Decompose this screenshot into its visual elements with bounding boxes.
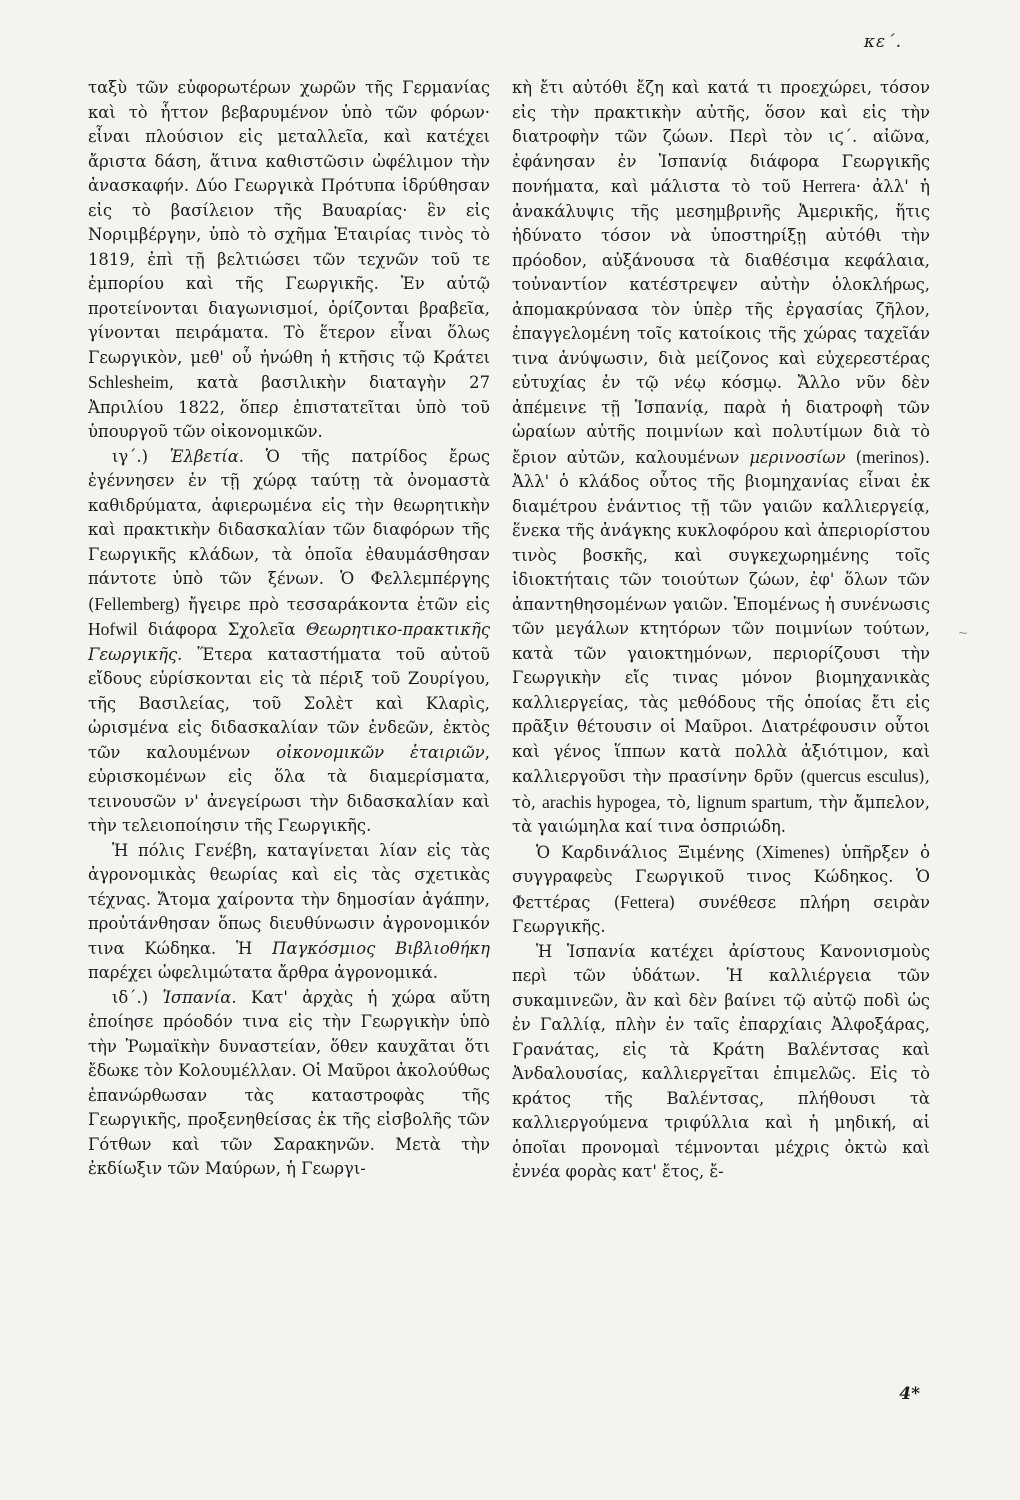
text: Κατ' ἀρχὰς ἡ χώρα αὕτη ἐποίησε πρόοδόν τινα εἰς τὴν Γεωργικὴν ὑπὸ τὴν Ῥωμαϊκὴν δυναστείαν, ὅθεν καυχᾶται ὅτι ἔδωκε τὸν Κολουμέλλαν. Οἱ Μαῦροι ἀκολούθως ἐπανώρθωσαν τὰς καταστροφὰς τῆς Γεωργικῆς, προξενηθείσας ἐκ τῆς εἰσβολῆς τῶν Γότθων καὶ τῶν Σαρακηνῶν. Μετὰ τὴν ἐκδίωξιν τῶν Μαύρων, ἡ Γεωργι-	[88, 987, 490, 1178]
text: Ἕτερα καταστήματα τοῦ αὐτοῦ εἴδους εὑρίσκονται εἰς τὰ πέριξ τοῦ Ζουρίγου, τῆς Βασιλείας, τοῦ Σολὲτ καὶ Κλαρὶς, ὡρισμένα εἰς διδασκαλίαν τῶν ἐνδεῶν, ἐκτὸς τῶν καλουμένων	[88, 644, 490, 762]
text: · ἀλλ' ἡ ἀνακάλυψις τῆς μεσημβρινῆς Ἀμερικῆς, ἥτις ἠδύνατο τόσον νὰ ὑποστηρίξῃ αὐτόθι τὴν πρόοδον, αὐξάνουσα τὰ διαθέσιμα κεφάλαια, τοὐναντίον κατέστρεψεν αὐτὴν ὁλοκλήρως, ἀπομακρύνασα τὸν ὑπὲρ τῆς ἐργασίας ζῆλον, ἐπαγγελομένη τοῖς κατοίκοις τῆς χώρας ταχεῖάν τινα ἀνύψωσιν, διὰ μείζονος καὶ εὐχερεστέρας εὐτυχίας ἐν τῷ νέῳ κόσμῳ. Ἄλλο νῦν δὲν ἀπέμεινε τῇ Ἱσπανίᾳ, παρὰ ἡ διατροφὴ τῶν ὡραίων αὐτῆς ποιμνίων καὶ πολυτίμων διὰ τὸ ἔριον αὐτῶν, καλουμένων	[512, 177, 930, 467]
left-column	[88, 76, 490, 1182]
section-number: ιγ΄.)	[112, 446, 170, 466]
text: Ἡ Ἱσπανία κατέχει ἀρίστους Κανονισμοὺς περὶ τῶν ὑδάτων. Ἡ καλλιέργεια τῶν συκαμινεῶν, ἂν καὶ δὲν βαίνει τῷ αὐτῷ ποδὶ ὡς ἐν Γαλλίᾳ, πλὴν ἐν ταῖς ἐπαρχίαις Ἀλφοξάρας, Γρανάτας, εἰς τὰ Κράτη Βαλέντσας καὶ Ἀνδαλουσίας, καλλιεργεῖται ἐπιμελῶς. Εἰς τὸ κράτος τῆς Βαλέντσας, πλήθουσι τὰ καλλιεργούμενα τριφύλλια καὶ ἡ μηδική, αἱ ὁποῖαι προνομαὶ τέμνονται μέχρις ὀκτὼ καὶ ἐννέα φορὰς κατ' ἔτος, ἔ-	[512, 941, 930, 1181]
smudge-mark: ~	[958, 626, 969, 640]
text: κὴ ἔτι αὐτόθι ἔζη καὶ κατά τι προεχώρει, τόσον εἰς τὴν πρακτικὴν αὐτῆς, ὅσον καὶ εἰς τὴν διατροφὴν τῶν ζώων. Περὶ τὸν ιϛ΄. αἰῶνα, ἐφάνησαν ἐν Ἱσπανίᾳ διάφορα Γεωργικῆς πονήματα, καὶ μάλιστα τὸ τοῦ	[512, 78, 930, 196]
text: Ὁ τῆς πατρίδος ἔρως ἐγέννησεν ἐν τῇ χώρᾳ ταύτῃ τὰ ὀνομαστὰ καθιδρύματα, ἀφιερωμένα εἰς τὴν θεωρητικὴν καὶ πρακτικὴν διδασκαλίαν τῶν διαφόρων τῆς Γεωργικῆς κλάδων, τὰ ὁποῖα ἐθαυμάσθησαν πάντοτε ὑπὸ τῶν ξένων. Ὁ Φελλεμπέργης (	[88, 446, 491, 614]
text: ), τὸ,	[512, 767, 930, 812]
text: ) συνέθεσε πλήρη σειρὰν Γεωργικῆς.	[512, 892, 931, 936]
text: ταξὺ τῶν εὐφορωτέρων χωρῶν τῆς Γερμανίας καὶ τὸ ἧττον βεβαρυμένον ὑπὸ τῶν φόρων· εἶναι πλούσιον εἰς μεταλλεῖα, καὶ κατέχει ἄριστα δάση, ἅτινα καθιστῶσιν ὠφέλιμον τὴν ἀνασκαφήν. Δύο Γεωργικὰ Πρότυπα ἱδρύθησαν εἰς τὸ βασίλειον τῆς Βαυαρίας· ἓν εἰς Νοριμβέργην, ὑπὸ τὸ σχῆμα Ἑταιρίας τινὸς τὸ 1819, ἐπὶ τῇ βελτιώσει τῶν τεχνῶν τοῦ τε ἐμπορίου καὶ τῆς Γεωργικῆς. Ἐν αὐτῷ προτείνονται διαγωνισμοί, ὁρίζονται βραβεῖα, γίνονται πειράματα. Τὸ ἕτερον εἶναι ὅλως Γεωργικὸν, μεθ' οὗ ἠνώθη ἡ κτῆσις τῷ Κράτει	[88, 78, 490, 367]
text: , εὑρισκομένων εἰς ὅλα τὰ διαμερίσματα, τεινουσῶν ν' ἀνεγείρωσι τὴν διδασκαλίαν καὶ τὴν τελειοποίησιν τῆς Γεωργικῆς.	[88, 742, 490, 835]
latin-term: Schlesheim	[88, 372, 169, 392]
signature-mark: 4*	[899, 1384, 920, 1404]
latin-term: quercus esculus	[806, 766, 919, 786]
paragraph-ximenes	[512, 840, 930, 940]
latin-term: Fellemberg	[94, 593, 174, 614]
right-column	[512, 76, 930, 1185]
text: Ἡ πόλις Γενέβη, καταγίνεται λίαν εἰς τὰς ἀγρονομικὰς θεωρίας καὶ εἰς τὰς σχετικὰς τέχνας. Ἄτομα χαίροντα τὴν δημοσίαν ἀγάπην, προὐτάνθησαν ὅπως διευθύνωσιν ἀγρονομικόν τινα Κώδηκα. Ἡ	[88, 840, 490, 958]
text: ) ἤγειρε πρὸ τεσσαράκοντα ἐτῶν εἰς	[173, 594, 490, 614]
text: , τὸ,	[655, 792, 697, 812]
text: Ὁ Καρδινάλιος Ξιμένης (	[536, 842, 762, 862]
text: (	[845, 447, 863, 467]
latin-term: Herrera	[802, 176, 856, 196]
paragraph-spain	[88, 986, 490, 1182]
paragraph-spain-continued	[512, 76, 930, 840]
paragraph-geneva	[88, 839, 490, 986]
text: , κατὰ βασιλικὴν διαταγὴν 27 Ἀπριλίου 1822, ὅπερ ἐπιστατεῖται ὑπὸ τοῦ ὑπουργοῦ τῶν οἰκονομικῶν.	[88, 373, 490, 441]
section-number: ιδ΄.)	[112, 987, 163, 1007]
latin-term: merinos	[862, 446, 919, 467]
paragraph-water-rules	[512, 940, 930, 1185]
italic-term: μερινοσίων	[749, 447, 846, 467]
text: ) ὑπῆρξεν ὁ συγγραφεὺς Γεωργικοῦ τινος Κώδηκος. Ὁ Φεττέρας (	[512, 842, 930, 912]
text: παρέχει ὠφελιμώτατα ἄρθρα ἀγρονομικά.	[88, 963, 438, 982]
section-heading: Ἑλβετία.	[169, 446, 245, 466]
latin-term: Hofwil	[88, 619, 138, 639]
text: διάφορα Σχολεῖα	[137, 620, 306, 639]
italic-term: Θεωρητικο-πρακτικῆς Γεωργικῆς.	[88, 620, 490, 664]
italic-term: οἰκονομικῶν ἑταιριῶν	[276, 742, 485, 762]
latin-term: lignum spartum	[696, 791, 808, 812]
italic-term: Παγκόσμιος Βιβλιοθήκη	[272, 938, 490, 958]
paragraph-bavaria	[88, 76, 490, 445]
latin-term: Ximenes	[761, 841, 824, 862]
text: , τὴν ἄμπελον, τὰ γαιώμηλα καί τινα ὀσπριώδη.	[512, 792, 930, 836]
latin-term: Fettera	[620, 891, 669, 912]
latin-term: arachis hypogea	[541, 791, 656, 812]
section-heading: Ἱσπανία.	[162, 987, 237, 1007]
text: ). Ἀλλ' ὁ κλάδος οὗτος τῆς βιομηχανίας εἶναι ἐκ διαμέτρου ἐνάντιος τῇ τῶν γαιῶν καλλιεργείᾳ, ἕνεκα τῆς ἀνάγκης κυκλοφόρου καὶ ἀπεριορίστου τινὸς βοσκῆς, καὶ συγκεχωρημένης τοῖς ἰδιοκτήταις τῶν τοιούτων ζώων, ἐφ' ὅλων τῶν ἀπαντηθησομένων γαιῶν. Ἑπομένως ἡ συνένωσις τῶν μεγάλων κτητόρων τῶν ποιμνίων τούτων, κατὰ τῶν γαιοκτημόνων, περιορίζουσι τὴν Γεωργικὴν εἴς τινας μόνον βιομηχανικὰς καλλιεργείας, τὰς μεθόδους τῆς ὁποίας ἔτι εἰς πρᾶξιν θέτουσιν οἱ Μαῦροι. Διατρέφουσιν οὗτοι καὶ γένος ἵππων κατὰ πολλὰ ἀξιότιμον, καὶ καλλιεργοῦσι τὴν πρασίνην δρῦν (	[512, 447, 931, 786]
paragraph-switzerland	[88, 445, 490, 839]
page-number: κε΄.	[863, 32, 902, 52]
